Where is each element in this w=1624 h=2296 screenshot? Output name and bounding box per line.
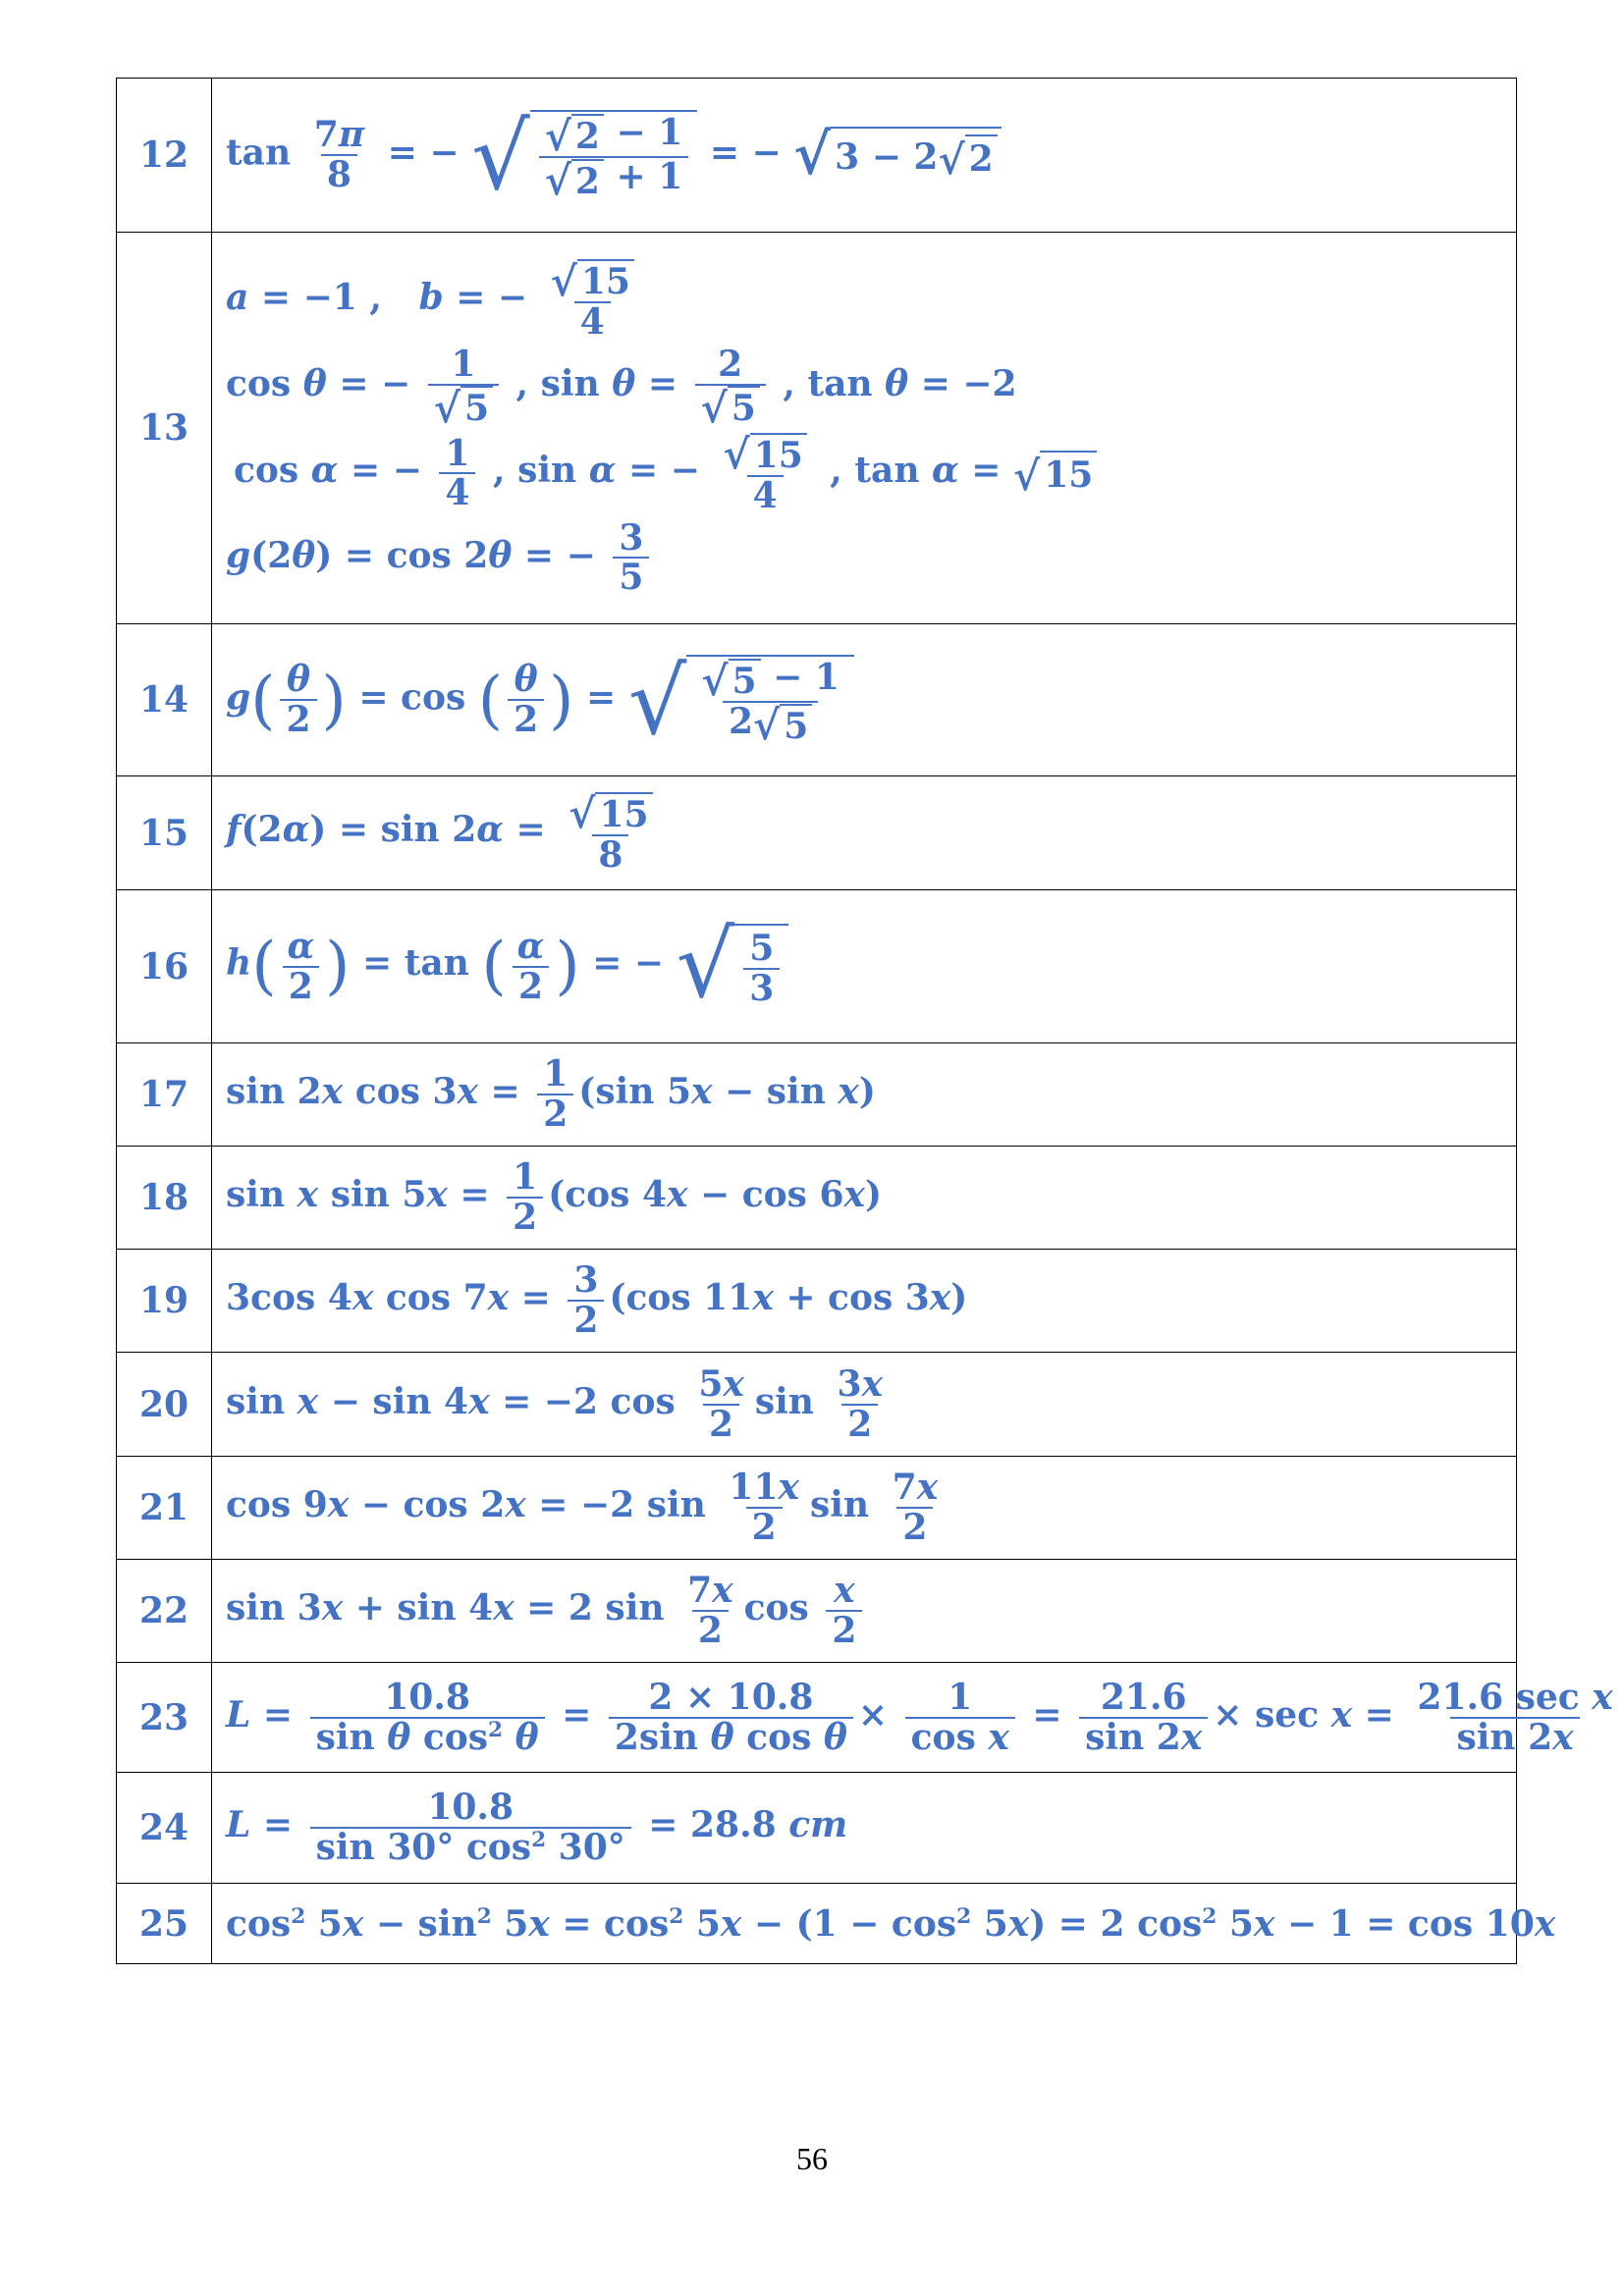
table-row	[117, 233, 1517, 624]
equation: sin x − sin 4x = −2 cos $\frac{5x}{2}$ sin $\frac{3x}{2}$	[212, 1353, 1517, 1457]
equation: sin 2x cos 3x = $\frac{1}{2}$ (sin 5x − sin x)	[212, 1043, 1517, 1147]
equation: cos 9x − cos 2x = −2 sin $\frac{11x}{2}$ sin $\frac{7x}{2}$	[212, 1457, 1517, 1560]
table-row	[117, 1457, 1517, 1560]
equation: sin 3x + sin 4x = 2 sin $\frac{7x}{2}$ cos $\frac{x}{2}$	[212, 1560, 1517, 1663]
table-row	[117, 624, 1517, 776]
table-row	[117, 1250, 1517, 1353]
equation: a = −1 , b = − √ 15 4 cos θ = − 1 √ 5 , sin θ = 2 √ 5 , tan θ = −2 cos α = − $\frac{1}{4}$ , sin α = − √ 15 4 , tan α = √ 15 g(2θ) = cos 2θ = − $\frac{3}{5}$	[212, 233, 1517, 624]
table-row	[117, 1773, 1517, 1884]
row-number: 18	[117, 1147, 212, 1250]
table-row	[117, 1663, 1517, 1773]
row-number: 17	[117, 1043, 212, 1147]
table-row	[117, 776, 1517, 890]
row-number: 23	[117, 1663, 212, 1773]
equation: h( $\frac{\alpha}{2}$ ) = tan ( $\frac{\alpha}{2}$ ) = − √ $\frac{5}{3}$	[212, 890, 1517, 1043]
row-number: 22	[117, 1560, 212, 1663]
row-number: 24	[117, 1773, 212, 1884]
equation: 3cos 4x cos 7x = $\frac{3}{2}$ (cos 11x + cos 3x)	[212, 1250, 1517, 1353]
table-row	[117, 1884, 1517, 1964]
equation: tan $\frac{7\pi}{8}$ = − √ √ 2 − 1 √ 2 + 1 = − √ 3 − 2 √ 2	[212, 79, 1517, 233]
equation: sin x sin 5x = $\frac{1}{2}$ (cos 4x − cos 6x)	[212, 1147, 1517, 1250]
table-row	[117, 1353, 1517, 1457]
equation: $\cos^2 5x - \sin^2 5x = \cos^2 5x - (1 - \cos^2 5x) = 2$ $\cos^2 5x - 1 = \cos 10x$	[212, 1884, 1517, 1964]
table-row	[117, 1043, 1517, 1147]
row-number: 14	[117, 624, 212, 776]
row-number: 16	[117, 890, 212, 1043]
equation: L = $\frac{10.8}{\sin \theta \cos^2 \theta}$ = $\frac{2 \times 10.8}{\text{2sin θ cos θ}}$ × $\frac{1}{\text{cos x}}$ = $\frac{21.6}{\sin 2x}$ × sec x = $\frac{\text{21.6 sec x}}{\sin 2x}$	[212, 1663, 1517, 1773]
equation: L = $\frac{10.8}{\sin 30^\circ \cos^2 30^\circ}$ = 28.8 cm	[212, 1773, 1517, 1884]
row-number: 19	[117, 1250, 212, 1353]
sqrt-symbol: √ 3 − 2 √ 2	[793, 127, 1001, 184]
row-number: 20	[117, 1353, 212, 1457]
row-number: 25	[117, 1884, 212, 1964]
table-row	[117, 79, 1517, 233]
sqrt-symbol: √ √ 5 − 1 2 √ 5	[628, 655, 854, 746]
table-row	[117, 1560, 1517, 1663]
table-row	[117, 890, 1517, 1043]
row-number: 15	[117, 776, 212, 890]
equation: g( $\frac{\theta}{2}$ ) = cos ( $\frac{\theta}{2}$ ) = √ √ 5 − 1 2 √ 5	[212, 624, 1517, 776]
equation: f(2α) = sin 2α = √ 15 8	[212, 776, 1517, 890]
answers-table	[116, 78, 1613, 1964]
row-number: 12	[117, 79, 212, 233]
row-number: 21	[117, 1457, 212, 1560]
table-row	[117, 1147, 1517, 1250]
page-number: 56	[796, 2141, 828, 2176]
sqrt-symbol: √ √ 2 − 1 √ 2 + 1	[471, 110, 697, 201]
row-number: 13	[117, 233, 212, 624]
sqrt-symbol: √ $\frac{5}{3}$	[677, 924, 789, 1008]
